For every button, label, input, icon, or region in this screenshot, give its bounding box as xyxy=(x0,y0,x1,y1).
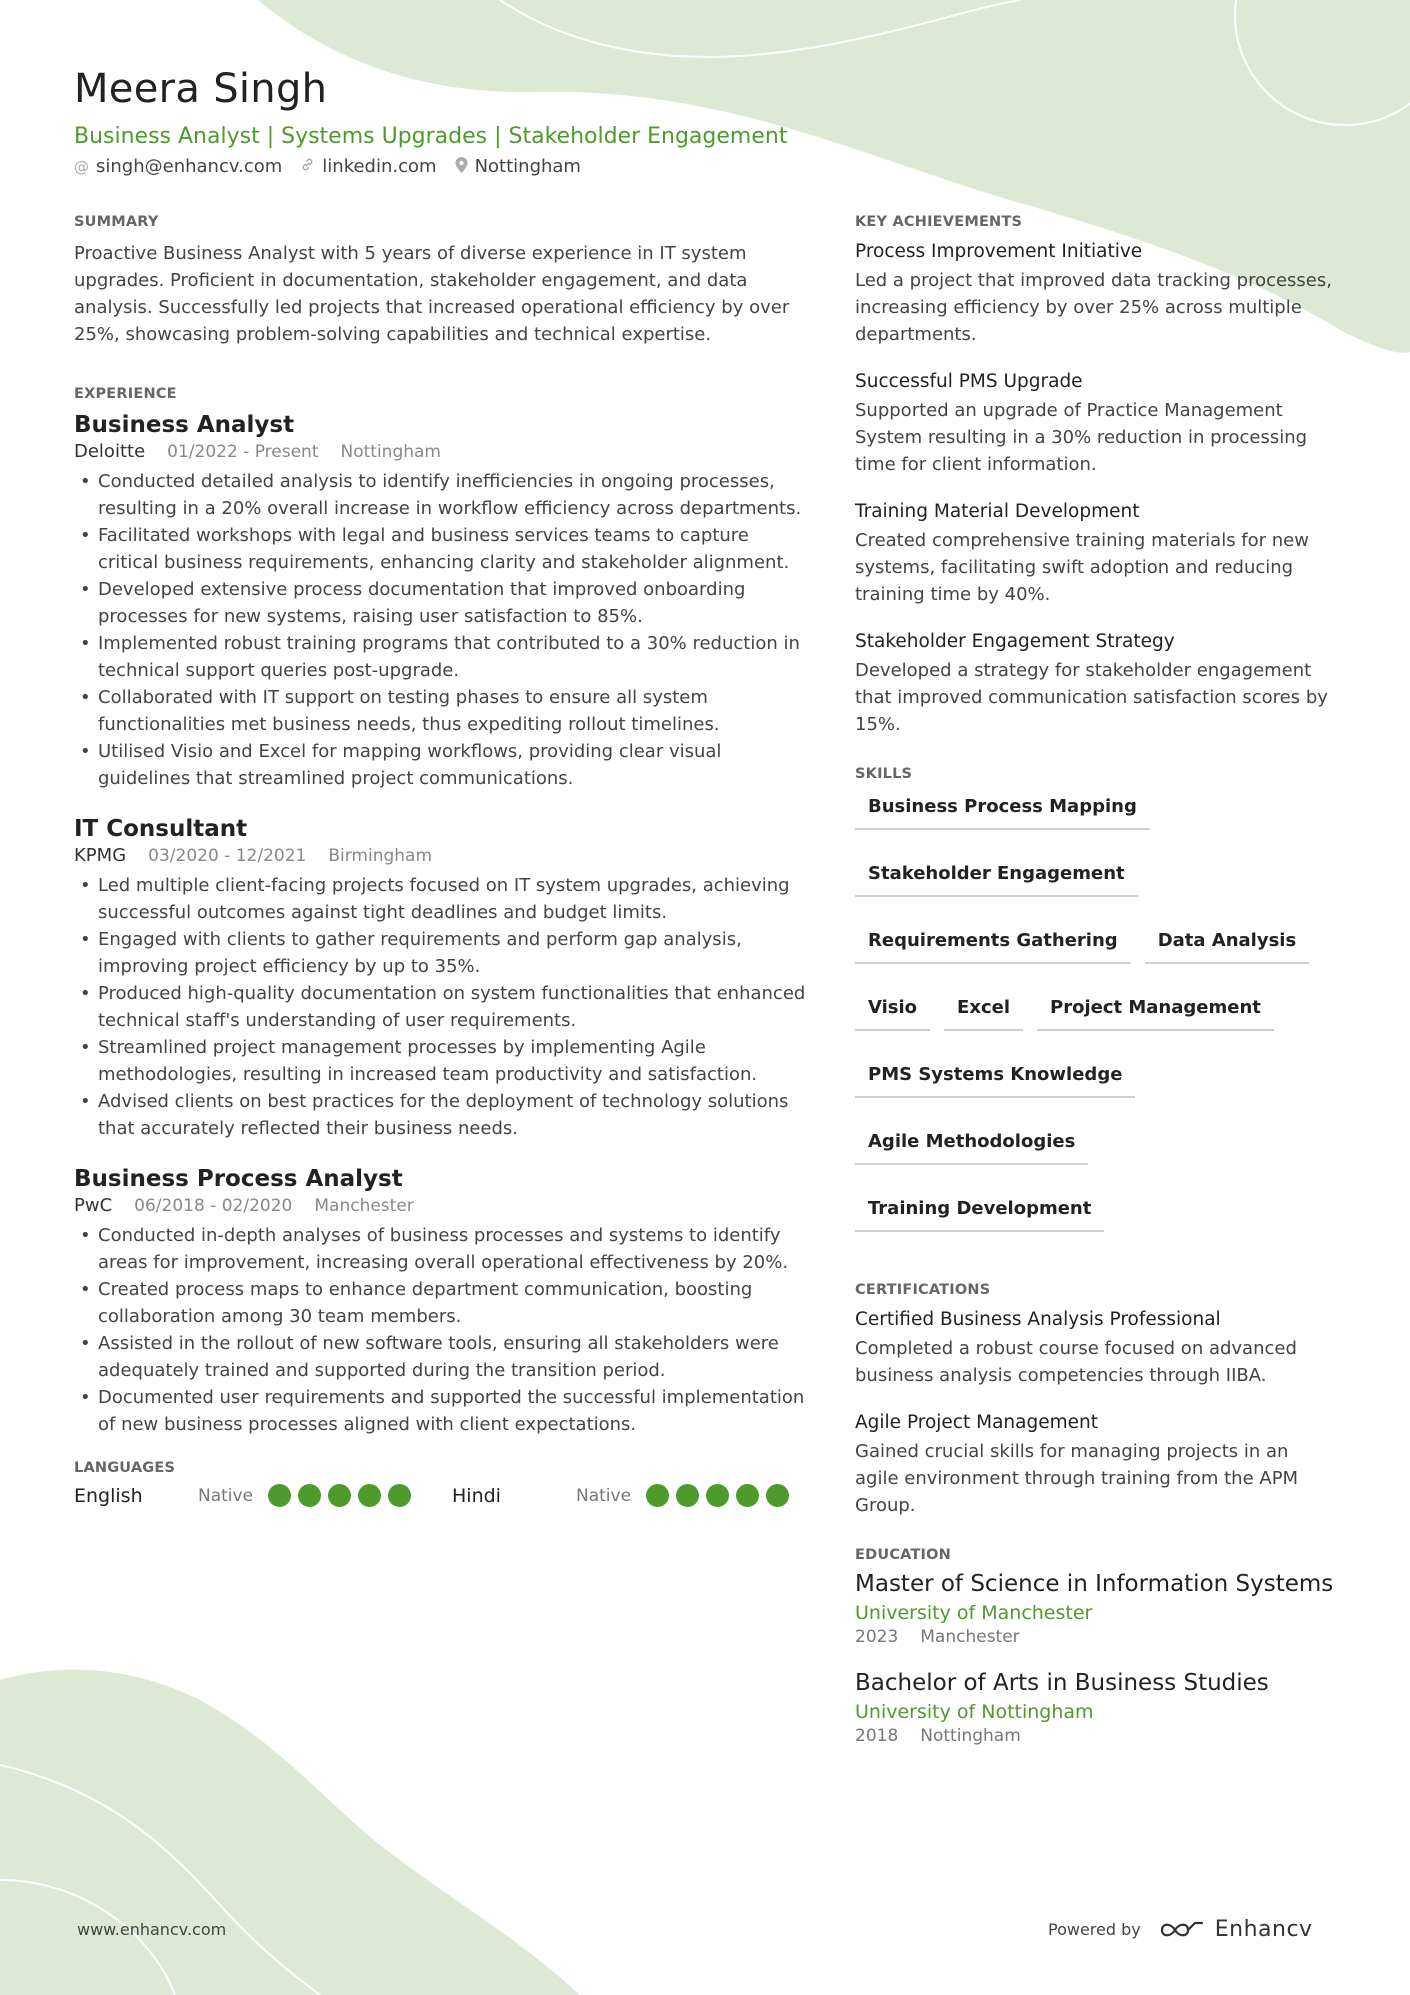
email-text: singh@enhancv.com xyxy=(96,156,283,177)
rating-dot xyxy=(328,1484,351,1507)
rating-dot xyxy=(766,1484,789,1507)
education-meta xyxy=(855,1626,1335,1648)
language-level: Native xyxy=(198,1485,254,1506)
skills-section xyxy=(855,766,1335,1232)
skill-tag: Requirements Gathering xyxy=(855,920,1131,964)
education-heading: EDUCATION xyxy=(855,1547,952,1563)
enhancv-logo[interactable] xyxy=(1159,1917,1313,1942)
skill-tag: Visio xyxy=(855,987,930,1031)
language-name: Hindi xyxy=(452,1484,501,1507)
education-list xyxy=(855,1569,1335,1747)
job-company: PwC xyxy=(74,1195,113,1216)
linkedin-text: linkedin.com xyxy=(322,156,437,177)
education-school: University of Manchester xyxy=(855,1602,1093,1624)
job-dates: 03/2020 - 12/2021 xyxy=(148,846,307,866)
location-text: Nottingham xyxy=(474,156,581,177)
skill-list xyxy=(855,786,1335,1232)
job-entry xyxy=(74,1164,809,1438)
achievement-item xyxy=(855,498,1335,608)
certification-list xyxy=(855,1306,1335,1519)
rating-dot xyxy=(388,1484,411,1507)
achievement-title: Stakeholder Engagement Strategy xyxy=(855,631,1175,652)
achievement-title: Training Material Development xyxy=(855,501,1140,522)
education-meta xyxy=(855,1725,1335,1747)
rating-dot xyxy=(736,1484,759,1507)
job-bullets xyxy=(74,1222,809,1438)
rating-dot xyxy=(358,1484,381,1507)
certification-description: Gained crucial skills for managing projects in an agile environment through training from the APM Group. xyxy=(855,1441,1299,1516)
rating-dot xyxy=(676,1484,699,1507)
job-meta xyxy=(74,440,809,464)
language-level: Native xyxy=(576,1485,632,1506)
job-bullet: • Led multiple client-facing projects focused on IT system upgrades, achieving successful outcomes against tight deadlines and budget limits. xyxy=(74,872,809,926)
achievement-list xyxy=(855,238,1335,738)
footer-url[interactable]: www.enhancv.com xyxy=(77,1920,227,1939)
certification-description: Completed a robust course focused on advanced business analysis competencies through IIBA. xyxy=(855,1338,1297,1386)
education-item xyxy=(855,1668,1335,1747)
footer-powered-by xyxy=(1048,1917,1313,1942)
skill-tag: Data Analysis xyxy=(1145,920,1310,964)
achievement-description: Led a project that improved data tracking processes, increasing efficiency by over 25% across multiple departments. xyxy=(855,270,1332,345)
certifications-section xyxy=(855,1282,1335,1519)
job-company: KPMG xyxy=(74,845,127,866)
achievement-description: Developed a strategy for stakeholder engagement that improved communication satisfaction scores by 15%. xyxy=(855,660,1328,735)
certification-title: Agile Project Management xyxy=(855,1412,1098,1433)
contact-location xyxy=(455,156,581,177)
rating-dot xyxy=(298,1484,321,1507)
brand-text: Enhancv xyxy=(1214,1917,1313,1942)
job-title: Business Analyst xyxy=(74,412,295,438)
skill-tag: Project Management xyxy=(1037,987,1274,1031)
experience-section xyxy=(74,386,809,1438)
education-location: Nottingham xyxy=(920,1726,1021,1746)
job-title: IT Consultant xyxy=(74,816,248,842)
rating-dot xyxy=(706,1484,729,1507)
education-degree: Bachelor of Arts in Business Studies xyxy=(855,1670,1269,1696)
job-bullets xyxy=(74,872,809,1142)
education-year: 2018 xyxy=(855,1726,899,1746)
job-bullet: • Documented user requirements and supported the successful implementation of new business processes aligned with client expectations. xyxy=(74,1384,809,1438)
job-entry xyxy=(74,410,809,792)
certifications-heading: CERTIFICATIONS xyxy=(855,1282,991,1298)
job-bullet: • Facilitated workshops with legal and business services teams to capture critical business requirements, enhancing clarity and stakeholder alignment. xyxy=(74,522,809,576)
skill-tag: PMS Systems Knowledge xyxy=(855,1054,1135,1098)
language-list xyxy=(74,1484,809,1507)
rating-dot xyxy=(268,1484,291,1507)
certification-item xyxy=(855,1409,1335,1519)
job-meta xyxy=(74,1194,809,1218)
summary-section xyxy=(74,214,809,348)
achievement-title: Process Improvement Initiative xyxy=(855,241,1143,262)
job-bullet: • Conducted detailed analysis to identify inefficiencies in ongoing processes, resulting in a 20% overall increase in workflow efficiency across departments. xyxy=(74,468,809,522)
achievement-title: Successful PMS Upgrade xyxy=(855,371,1083,392)
job-bullets xyxy=(74,468,809,792)
job-location: Manchester xyxy=(314,1196,414,1216)
enhancv-logo-icon xyxy=(1159,1918,1205,1942)
achievement-item xyxy=(855,238,1335,348)
link-icon xyxy=(300,157,315,176)
certification-item xyxy=(855,1306,1335,1389)
job-bullet: • Engaged with clients to gather requirements and perform gap analysis, improving project efficiency by up to 35%. xyxy=(74,926,809,980)
job-bullet: • Assisted in the rollout of new software tools, ensuring all stakeholders were adequately trained and supported during the transition period. xyxy=(74,1330,809,1384)
job-bullet: • Collaborated with IT support on testing phases to ensure all system functionalities met business needs, thus expediting rollout timelines. xyxy=(74,684,809,738)
right-column xyxy=(855,214,1335,1767)
education-item xyxy=(855,1569,1335,1648)
job-entry xyxy=(74,814,809,1142)
at-icon: @ xyxy=(74,157,89,176)
achievement-item xyxy=(855,628,1335,738)
achievement-item xyxy=(855,368,1335,478)
job-bullet: • Advised clients on best practices for the deployment of technology solutions that accurately reflected their business needs. xyxy=(74,1088,809,1142)
education-section xyxy=(855,1547,1335,1747)
achievement-description: Supported an upgrade of Practice Management System resulting in a 30% reduction in processing time for client information. xyxy=(855,400,1308,475)
job-company: Deloitte xyxy=(74,441,146,462)
language-name: English xyxy=(74,1484,143,1507)
achievement-description: Created comprehensive training materials for new systems, facilitating swift adoption and reducing training time by 40%. xyxy=(855,530,1309,605)
summary-text: Proactive Business Analyst with 5 years of diverse experience in IT system upgrades. Proficient in documentation, stakeholder engagement, and data analysis. Successfully led projects that increased operational efficiency by over 25%, showcasing problem-solving capabilities and technical expertise. xyxy=(74,243,790,345)
achievements-heading: KEY ACHIEVEMENTS xyxy=(855,214,1023,230)
job-bullet: • Conducted in-depth analyses of business processes and systems to identify areas for improvement, increasing overall operational effectiveness by 20%. xyxy=(74,1222,809,1276)
job-bullet: • Produced high-quality documentation on system functionalities that enhanced technical staff's understanding of user requirements. xyxy=(74,980,809,1034)
language-rating xyxy=(268,1484,411,1507)
job-bullet: • Utilised Visio and Excel for mapping workflows, providing clear visual guidelines that streamlined project communications. xyxy=(74,738,809,792)
job-dates: 06/2018 - 02/2020 xyxy=(134,1196,293,1216)
powered-by-text: Powered by xyxy=(1048,1920,1141,1939)
job-bullet: • Created process maps to enhance department communication, boosting collaboration among 30 team members. xyxy=(74,1276,809,1330)
job-title: Business Process Analyst xyxy=(74,1166,403,1192)
skill-tag: Stakeholder Engagement xyxy=(855,853,1138,897)
rating-dot xyxy=(646,1484,669,1507)
languages-section xyxy=(74,1460,809,1507)
candidate-name: Meera Singh xyxy=(74,66,328,112)
summary-heading: SUMMARY xyxy=(74,214,159,230)
education-degree: Master of Science in Information Systems xyxy=(855,1571,1334,1597)
skill-tag: Business Process Mapping xyxy=(855,786,1150,830)
skill-tag: Training Development xyxy=(855,1188,1104,1232)
job-meta xyxy=(74,844,809,868)
contact-info xyxy=(74,156,581,177)
job-location: Nottingham xyxy=(340,442,441,462)
skills-heading: SKILLS xyxy=(855,766,913,782)
education-location: Manchester xyxy=(920,1627,1020,1647)
location-pin-icon xyxy=(455,157,468,177)
job-dates: 01/2022 - Present xyxy=(167,442,319,462)
contact-linkedin[interactable] xyxy=(300,156,436,177)
job-bullet: • Streamlined project management processes by implementing Agile methodologies, resulting in increased team productivity and satisfaction. xyxy=(74,1034,809,1088)
skill-tag: Agile Methodologies xyxy=(855,1121,1088,1165)
certification-title: Certified Business Analysis Professional xyxy=(855,1309,1221,1330)
skill-tag: Excel xyxy=(944,987,1023,1031)
languages-heading: LANGUAGES xyxy=(74,1460,176,1476)
contact-email[interactable] xyxy=(74,156,282,177)
left-column xyxy=(74,214,809,1507)
education-year: 2023 xyxy=(855,1627,899,1647)
job-bullet: • Developed extensive process documentation that improved onboarding processes for new systems, raising user satisfaction to 85%. xyxy=(74,576,809,630)
achievements-section xyxy=(855,214,1335,738)
job-list xyxy=(74,410,809,1438)
experience-heading: EXPERIENCE xyxy=(74,386,177,402)
language-rating xyxy=(646,1484,789,1507)
education-school: University of Nottingham xyxy=(855,1701,1094,1723)
job-bullet: • Implemented robust training programs that contributed to a 30% reduction in technical support queries post-upgrade. xyxy=(74,630,809,684)
job-location: Birmingham xyxy=(328,846,433,866)
candidate-tagline: Business Analyst | Systems Upgrades | Stakeholder Engagement xyxy=(74,124,788,149)
